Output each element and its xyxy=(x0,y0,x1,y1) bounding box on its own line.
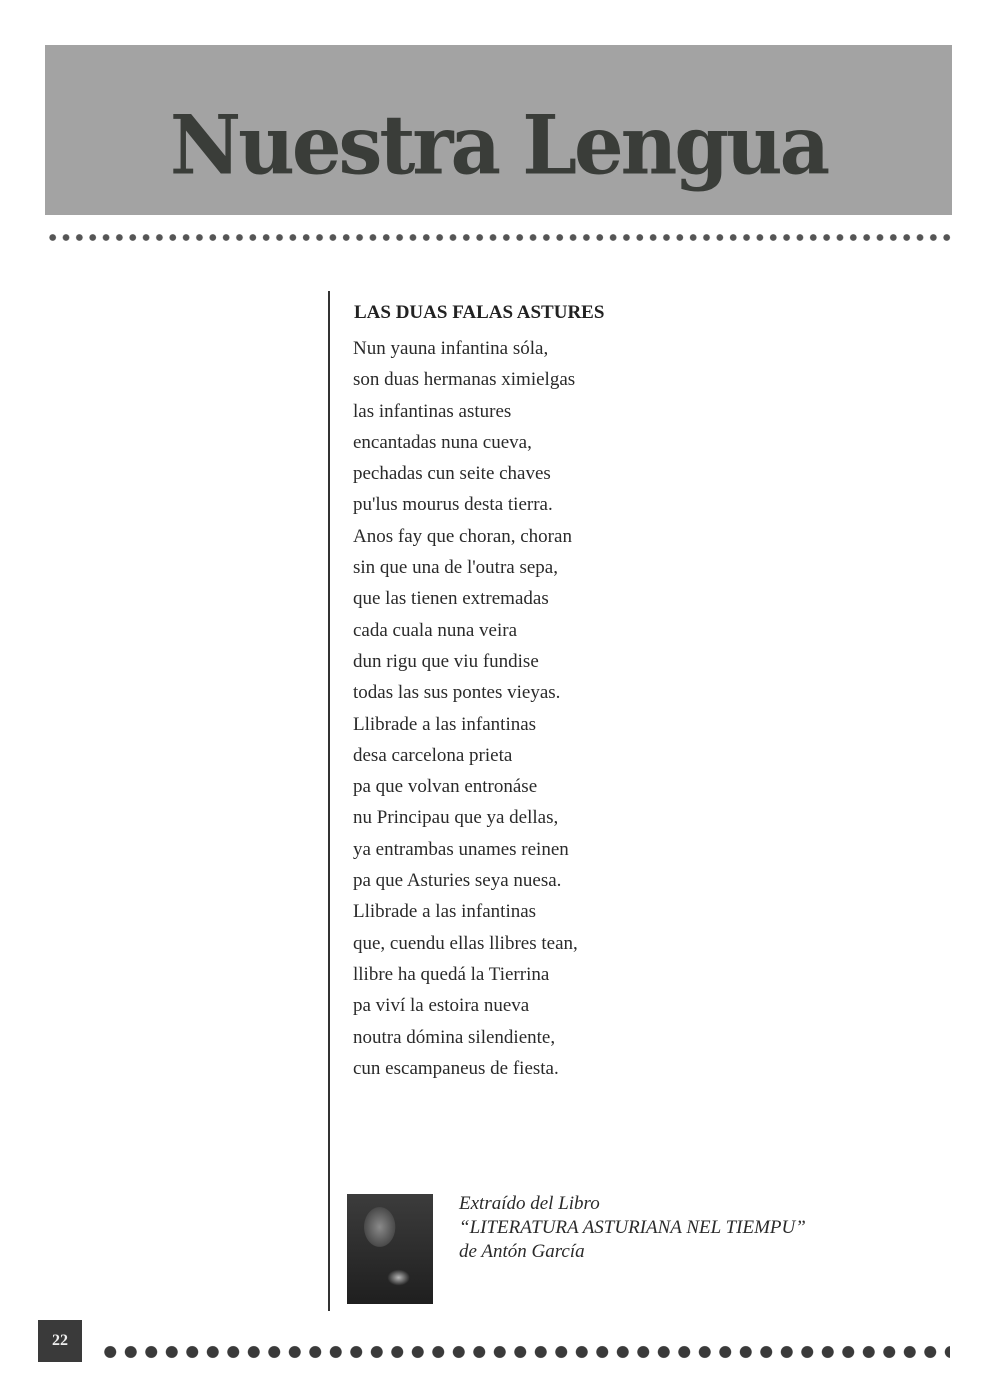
poem-line: que, cuendu ellas llibres tean, xyxy=(353,932,578,954)
poem-body xyxy=(353,333,578,1084)
credit-book-title: “LITERATURA ASTURIANA NEL TIEMPU” xyxy=(459,1217,806,1238)
poem-line: sin que una de l'outra sepa, xyxy=(353,557,558,579)
poem-line: Llibrade a las infantinas xyxy=(353,901,537,923)
credit-line: Extraído del Libro xyxy=(459,1193,600,1214)
poem-line: dun rigu que viu fundise xyxy=(353,650,539,672)
dotted-divider-top xyxy=(46,233,954,242)
poem-line: cun escampaneus de fiesta. xyxy=(353,1057,559,1079)
credit-author: de Antón García xyxy=(459,1241,585,1262)
poem-line: Llibrade a las infantinas xyxy=(353,713,537,735)
poem-line: todas las sus pontes vieyas. xyxy=(353,682,561,704)
section-title: Nuestra Lengua xyxy=(169,97,828,194)
poem-line: desa carcelona prieta xyxy=(353,744,513,766)
source-credit xyxy=(459,1192,806,1264)
poem-line: pechadas cun seite chaves xyxy=(353,463,551,485)
poem-line: las infantinas astures xyxy=(353,400,512,422)
poem-line: son duas hermanas ximielgas xyxy=(353,369,576,391)
poem-line: encantadas nuna cueva, xyxy=(353,431,532,453)
vertical-rule xyxy=(328,291,330,1311)
poem-line: cada cuala nuna veira xyxy=(353,619,518,641)
poem-line: Nun yauna infantina sóla, xyxy=(353,338,549,359)
poem-line: noutra dómina silendiente, xyxy=(353,1026,556,1048)
author-photo xyxy=(347,1194,433,1304)
poem-line: ya entrambas unames reinen xyxy=(353,838,569,860)
poem-line: nu Principau que ya dellas, xyxy=(353,807,559,829)
dotted-divider-bottom xyxy=(100,1343,950,1361)
poem-title: LAS DUAS FALAS ASTURES xyxy=(354,302,605,323)
poem-line: pa que Asturies seya nuesa. xyxy=(353,870,562,892)
poem-line: llibre ha quedá la Tierrina xyxy=(353,963,550,985)
poem-line: que las tienen extremadas xyxy=(353,588,549,610)
poem-line: pa viví la estoira nueva xyxy=(353,995,530,1017)
header-banner xyxy=(45,45,952,215)
poem-line: pu'lus mourus desta tierra. xyxy=(353,494,553,516)
poem-line: pa que volvan entronáse xyxy=(353,776,538,798)
page-number: 22 xyxy=(38,1320,82,1362)
poem-line: Anos fay que choran, choran xyxy=(353,525,572,547)
